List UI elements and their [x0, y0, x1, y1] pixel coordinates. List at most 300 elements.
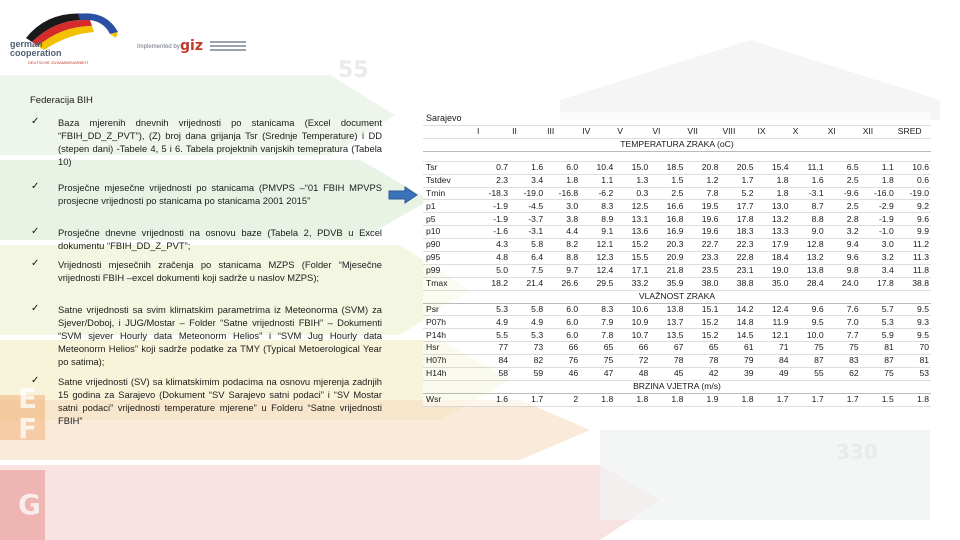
table-cell: -1.9: [475, 200, 510, 213]
table-cell: 75: [580, 355, 615, 368]
table-column-header: VIII: [720, 126, 755, 139]
table-cell: 9.0: [791, 226, 826, 239]
table-cell: 13.6: [615, 226, 650, 239]
table-cell: 35.0: [756, 277, 791, 290]
table-cell: -16.8: [545, 187, 580, 200]
table-cell: 5.0: [475, 264, 510, 277]
table-row: [423, 355, 931, 368]
table-row: [423, 226, 931, 239]
table-cell: 35.9: [650, 277, 685, 290]
table-cell: 21.4: [510, 277, 545, 290]
table-cell: 1.7: [756, 393, 791, 406]
table-cell: 73: [510, 342, 545, 355]
table-cell: 20.9: [650, 252, 685, 265]
bullet-text: Baza mjerenih dnevnih vrijednosti po stanicama (Excel document “FBIH_DD_Z_PVT”), (Z) broj dana grijanja Tsr (Srednje Temperature) i DD (stepen dani) -Tabele 4, 5 i 6. Tabela projektnih vanjskih temepratura (Tabela 10): [58, 117, 382, 168]
table-cell: 1.7: [791, 393, 826, 406]
bullet-list: [30, 116, 382, 428]
table-cell: 15.2: [685, 329, 720, 342]
table-cell: 1.9: [685, 393, 720, 406]
table-cell: 5.8: [510, 303, 545, 316]
table-column-header: VII: [685, 126, 720, 139]
table-cell: -1.0: [861, 226, 896, 239]
logo-wordmark: [10, 40, 62, 58]
table-cell: 18.5: [650, 161, 685, 174]
table-cell: 8.7: [791, 200, 826, 213]
table-cell: -9.6: [826, 187, 861, 200]
table-cell: 9.3: [896, 316, 931, 329]
table-cell: 5.9: [861, 329, 896, 342]
table-cell: 3.8: [545, 213, 580, 226]
german-cooperation-logo: [18, 8, 128, 68]
background-letter: F: [18, 412, 38, 445]
table-cell: 17.1: [615, 264, 650, 277]
table-cell: 1.6: [791, 174, 826, 187]
table-cell: 71: [756, 342, 791, 355]
table-cell: 12.8: [791, 239, 826, 252]
table-cell: 7.8: [580, 329, 615, 342]
background-number: 55: [338, 58, 369, 83]
bullet-text: Prosječne mjesečne vrijednosti po stanicama (PMVPS –“01 FBIH MPVPS prosjecne vrijednosti po stanicama po stanicama 2001 2015”: [58, 182, 382, 207]
table-cell: 1.1: [580, 174, 615, 187]
table-cell: 38.0: [685, 277, 720, 290]
table-cell: -18.3: [475, 187, 510, 200]
table-cell: 23.5: [685, 264, 720, 277]
table-row: [423, 329, 931, 342]
table-cell: 9.8: [826, 264, 861, 277]
table-cell: 17.8: [720, 213, 755, 226]
table-empty-cell: [423, 151, 931, 161]
table-row-label: p10: [423, 226, 475, 239]
table-row: [423, 368, 931, 381]
table-row-label: H14h: [423, 368, 475, 381]
right-arrow-icon: [388, 186, 418, 204]
table-row: [423, 161, 931, 174]
table-cell: 38.8: [720, 277, 755, 290]
table-cell: -19.0: [896, 187, 931, 200]
logo-subtitle: DEUTSCHE ZUSAMMENARBEIT: [28, 60, 89, 65]
table-row-label: P14h: [423, 329, 475, 342]
table-section-title: TEMPERATURA ZRAKA (oC): [423, 138, 931, 151]
table-cell: 23.3: [685, 252, 720, 265]
table-cell: 22.3: [720, 239, 755, 252]
list-item: [30, 258, 382, 302]
table-cell: 58: [475, 368, 510, 381]
table-cell: 13.2: [791, 252, 826, 265]
table-row: [423, 252, 931, 265]
table-cell: 48: [615, 368, 650, 381]
table-cell: 10.7: [615, 329, 650, 342]
table-cell: 1.8: [896, 393, 931, 406]
table-cell: 14.8: [720, 316, 755, 329]
table-cell: 7.6: [826, 303, 861, 316]
table-row: [423, 239, 931, 252]
table-cell: 0.6: [896, 174, 931, 187]
table-cell: 3.0: [861, 239, 896, 252]
table-cell: -3.7: [510, 213, 545, 226]
table-cell: 19.5: [685, 200, 720, 213]
table-cell: -6.2: [580, 187, 615, 200]
table-cell: 6.4: [510, 252, 545, 265]
table-cell: 13.8: [791, 264, 826, 277]
table-cell: 17.8: [861, 277, 896, 290]
table-cell: 5.7: [861, 303, 896, 316]
table-header-row: [423, 126, 931, 139]
table-cell: 75: [861, 368, 896, 381]
table-row: [423, 174, 931, 187]
table-cell: -16.0: [861, 187, 896, 200]
table-row-label: P07h: [423, 316, 475, 329]
table-section-title: BRZINA VJETRA (m/s): [423, 380, 931, 393]
table-cell: 72: [615, 355, 650, 368]
table-column-header: IX: [756, 126, 791, 139]
table-cell: 81: [861, 342, 896, 355]
table-column-header: III: [545, 126, 580, 139]
table-cell: 78: [685, 355, 720, 368]
section-heading: Federacija BIH: [30, 95, 93, 106]
table-cell: 1.7: [826, 393, 861, 406]
table-cell: 78: [650, 355, 685, 368]
table-cell: 15.1: [685, 303, 720, 316]
table-cell: 8.2: [545, 239, 580, 252]
table-row: [423, 303, 931, 316]
logo-line-1: german: [10, 39, 43, 49]
table-cell: 2: [545, 393, 580, 406]
table-cell: 9.4: [826, 239, 861, 252]
table-cell: 3.2: [861, 252, 896, 265]
table-cell: 15.0: [615, 161, 650, 174]
table-cell: 28.4: [791, 277, 826, 290]
table-row-label: Psr: [423, 303, 475, 316]
table-cell: 1.7: [720, 174, 755, 187]
table-cell: 9.9: [896, 226, 931, 239]
table-row-label: H07h: [423, 355, 475, 368]
table-column-header: VI: [650, 126, 685, 139]
table-cell: 3.4: [861, 264, 896, 277]
table-cell: 29.5: [580, 277, 615, 290]
table-cell: 49: [756, 368, 791, 381]
checkmark-icon: ✓: [31, 181, 40, 192]
table-cell: -1.6: [475, 226, 510, 239]
table-cell: 10.6: [615, 303, 650, 316]
table-cell: 4.9: [475, 316, 510, 329]
table-cell: 3.0: [545, 200, 580, 213]
table-cell: 13.0: [756, 200, 791, 213]
table-cell: 2.5: [650, 187, 685, 200]
table-cell: 1.5: [861, 393, 896, 406]
table-column-header: SRED: [896, 126, 931, 139]
table-row-label: p99: [423, 264, 475, 277]
table-cell: 10.4: [580, 161, 615, 174]
table-cell: 1.6: [475, 393, 510, 406]
table-cell: 20.3: [650, 239, 685, 252]
table-cell: 16.9: [650, 226, 685, 239]
list-item: [30, 226, 382, 257]
checkmark-icon: ✓: [31, 303, 40, 314]
table-section-header: [423, 380, 931, 393]
table-cell: 1.2: [685, 174, 720, 187]
table-spacer-row: [423, 151, 931, 161]
table-cell: 33.2: [615, 277, 650, 290]
table-cell: 14.5: [720, 329, 755, 342]
table-cell: 1.3: [615, 174, 650, 187]
climate-data-table: [423, 112, 931, 407]
table-column-header: IV: [580, 126, 615, 139]
table-cell: 17.7: [720, 200, 755, 213]
table-cell: 53: [896, 368, 931, 381]
table-cell: 3.2: [826, 226, 861, 239]
table-cell: 1.8: [720, 393, 755, 406]
table-row-label: Tmin: [423, 187, 475, 200]
table-cell: 8.3: [580, 303, 615, 316]
table-cell: 12.4: [580, 264, 615, 277]
table-cell: 84: [475, 355, 510, 368]
table-row: [423, 187, 931, 200]
table-cell: -19.0: [510, 187, 545, 200]
table-cell: 65: [580, 342, 615, 355]
table-cell: 70: [896, 342, 931, 355]
table-cell: 4.3: [475, 239, 510, 252]
table-cell: 11.1: [791, 161, 826, 174]
list-item: [30, 116, 382, 180]
table-cell: 5.3: [510, 329, 545, 342]
table-cell: 5.5: [475, 329, 510, 342]
table-cell: 11.2: [896, 239, 931, 252]
checkmark-icon: ✓: [31, 375, 40, 386]
table-cell: 59: [510, 368, 545, 381]
table-cell: -3.1: [791, 187, 826, 200]
table-cell: 13.2: [756, 213, 791, 226]
table-cell: 4.8: [475, 252, 510, 265]
table-column-header: I: [475, 126, 510, 139]
table-cell: 8.8: [545, 252, 580, 265]
table-cell: 21.8: [650, 264, 685, 277]
table-cell: 18.4: [756, 252, 791, 265]
table-cell: 13.7: [650, 316, 685, 329]
table-cell: 0.3: [615, 187, 650, 200]
table-cell: 20.5: [720, 161, 755, 174]
table-cell: 17.9: [756, 239, 791, 252]
table-cell: 4.4: [545, 226, 580, 239]
table-row-label: p5: [423, 213, 475, 226]
list-item: [30, 375, 382, 427]
table-cell: 5.2: [720, 187, 755, 200]
table-row-label: p90: [423, 239, 475, 252]
table-row-label: Hsr: [423, 342, 475, 355]
table-cell: 5.3: [475, 303, 510, 316]
table-cell: 1.8: [756, 187, 791, 200]
table-cell: 6.0: [545, 316, 580, 329]
table-cell: 75: [826, 342, 861, 355]
table-cell: 39: [720, 368, 755, 381]
table-cell: 18.3: [720, 226, 755, 239]
table-cell: 11.9: [756, 316, 791, 329]
table-cell: 19.6: [685, 213, 720, 226]
table-cell: 38.8: [896, 277, 931, 290]
table-cell: 1.8: [580, 393, 615, 406]
table-row-label: Tmax: [423, 277, 475, 290]
table-column-header: XI: [826, 126, 861, 139]
table-cell: 11.3: [896, 252, 931, 265]
table-cell: 1.5: [650, 174, 685, 187]
table-cell: 0.7: [475, 161, 510, 174]
table-cell: 83: [826, 355, 861, 368]
table-row: [423, 213, 931, 226]
table-cell: -1.9: [475, 213, 510, 226]
table-cell: 9.7: [545, 264, 580, 277]
table-cell: 11.8: [896, 264, 931, 277]
table-cell: -4.5: [510, 200, 545, 213]
table-cell: 12.1: [756, 329, 791, 342]
table-cell: 12.4: [756, 303, 791, 316]
table-cell: 9.2: [896, 200, 931, 213]
table-cell: 7.7: [826, 329, 861, 342]
checkmark-icon: ✓: [31, 226, 40, 237]
logo-line-2: cooperation: [10, 48, 62, 58]
table-city-row: [423, 112, 931, 126]
table-cell: 19.6: [685, 226, 720, 239]
table-cell: 14.2: [720, 303, 755, 316]
table-cell: 1.8: [756, 174, 791, 187]
table-cell: 8.3: [580, 200, 615, 213]
checkmark-icon: ✓: [31, 258, 40, 269]
table-cell: 15.2: [615, 239, 650, 252]
table-cell: 75: [791, 342, 826, 355]
table-cell: 13.8: [650, 303, 685, 316]
table-row-label: p95: [423, 252, 475, 265]
table-row: [423, 200, 931, 213]
table-column-header: II: [510, 126, 545, 139]
table-row-label: Tsr: [423, 161, 475, 174]
table-cell: -1.9: [861, 213, 896, 226]
table-cell: 19.0: [756, 264, 791, 277]
table-cell: 7.8: [685, 187, 720, 200]
table-cell: 1.8: [861, 174, 896, 187]
table-column-header: V: [615, 126, 650, 139]
table-cell: 23.1: [720, 264, 755, 277]
table-cell: 67: [650, 342, 685, 355]
table-cell: 47: [580, 368, 615, 381]
table-cell: 7.9: [580, 316, 615, 329]
table-column-header: XII: [861, 126, 896, 139]
table-cell: 1.1: [861, 161, 896, 174]
table-cell: 16.8: [650, 213, 685, 226]
table-row-label: p1: [423, 200, 475, 213]
table-cell: 8.8: [791, 213, 826, 226]
table-cell: 42: [685, 368, 720, 381]
table-cell: 6.0: [545, 329, 580, 342]
list-item: [30, 181, 382, 225]
table-cell: 13.5: [650, 329, 685, 342]
table-cell: 1.8: [545, 174, 580, 187]
table-cell: 12.3: [580, 252, 615, 265]
table-cell: 77: [475, 342, 510, 355]
table-cell: 61: [720, 342, 755, 355]
table-cell: 22.8: [720, 252, 755, 265]
table-section-title: VLAŽNOST ZRAKA: [423, 290, 931, 303]
table-cell: 9.6: [791, 303, 826, 316]
table-cell: 46: [545, 368, 580, 381]
table-row: [423, 342, 931, 355]
table-cell: 84: [756, 355, 791, 368]
table-cell: 87: [791, 355, 826, 368]
table-cell: 66: [615, 342, 650, 355]
table-cell: 1.8: [650, 393, 685, 406]
giz-logo: giz: [180, 38, 203, 54]
table-cell: 62: [826, 368, 861, 381]
table-cell: 6.5: [826, 161, 861, 174]
table-cell: 26.6: [545, 277, 580, 290]
table-cell: 5.8: [510, 239, 545, 252]
background-letter: G: [18, 488, 41, 521]
table-cell: 1.8: [615, 393, 650, 406]
table-cell: 76: [545, 355, 580, 368]
table-cell: 10.6: [896, 161, 931, 174]
giz-logo-caption: [210, 41, 246, 53]
table-cell: 12.1: [580, 239, 615, 252]
table-cell: 15.2: [685, 316, 720, 329]
table-cell: 65: [685, 342, 720, 355]
table-cell: 55: [791, 368, 826, 381]
table-cell: 9.1: [580, 226, 615, 239]
list-item: [30, 303, 382, 374]
table-cell: 10.9: [615, 316, 650, 329]
table-cell: 45: [650, 368, 685, 381]
table-cell: 9.5: [896, 329, 931, 342]
table-cell: 9.5: [896, 303, 931, 316]
table-cell: 13.3: [756, 226, 791, 239]
table-cell: 1.7: [510, 393, 545, 406]
table-cell: 81: [896, 355, 931, 368]
table-cell: 4.9: [510, 316, 545, 329]
table-cell: 24.0: [826, 277, 861, 290]
table-cell: 87: [861, 355, 896, 368]
table-column-header: X: [791, 126, 826, 139]
implemented-by-label: Implemented by: [137, 44, 180, 50]
table-cell: 79: [720, 355, 755, 368]
table-cell: 16.6: [650, 200, 685, 213]
table-cell: -3.1: [510, 226, 545, 239]
table-cell: 2.8: [826, 213, 861, 226]
table-cell: 2.5: [826, 174, 861, 187]
table-empty-cell: [423, 126, 475, 139]
table-empty-cell: [545, 112, 931, 126]
table-cell: 7.5: [510, 264, 545, 277]
table-cell: -2.9: [861, 200, 896, 213]
table-cell: 5.3: [861, 316, 896, 329]
table-section-header: [423, 138, 931, 151]
table-cell: 22.7: [685, 239, 720, 252]
table-cell: 15.4: [756, 161, 791, 174]
bullet-text: Satne vrijednosti (SV) sa klimatskimim podacima na osnovu mjerenja zadnjih 15 godina za Sarajevo (Dokument “SV Sarajevo satni podaci” i “SV Mostar satni podaci” vrijednosti temperature mjerene” u Folderu “Satne vrijednosti FBIH”: [58, 376, 382, 427]
table-cell: 6.0: [545, 303, 580, 316]
table-cell: 7.0: [826, 316, 861, 329]
table-cell: 12.5: [615, 200, 650, 213]
table-row: [423, 316, 931, 329]
table-cell: 1.6: [510, 161, 545, 174]
table-cell: 10.0: [791, 329, 826, 342]
background-letter: E: [18, 382, 38, 415]
table-cell: 2.5: [826, 200, 861, 213]
climate-data-table-container: [423, 112, 931, 407]
table-cell: 18.2: [475, 277, 510, 290]
table-cell: 9.5: [791, 316, 826, 329]
bullet-text: Vrijednosti mjesečnih zračenja po stanicama MZPS (Folder “Mjesečne vrijednosti FBIH –excel dokumenti koji sadrže u naslov MZPS);: [58, 259, 382, 284]
table-cell: 8.9: [580, 213, 615, 226]
table-cell: 15.5: [615, 252, 650, 265]
table-row-label: Wsr: [423, 393, 475, 406]
table-cell: 3.4: [510, 174, 545, 187]
table-cell: 9.6: [826, 252, 861, 265]
